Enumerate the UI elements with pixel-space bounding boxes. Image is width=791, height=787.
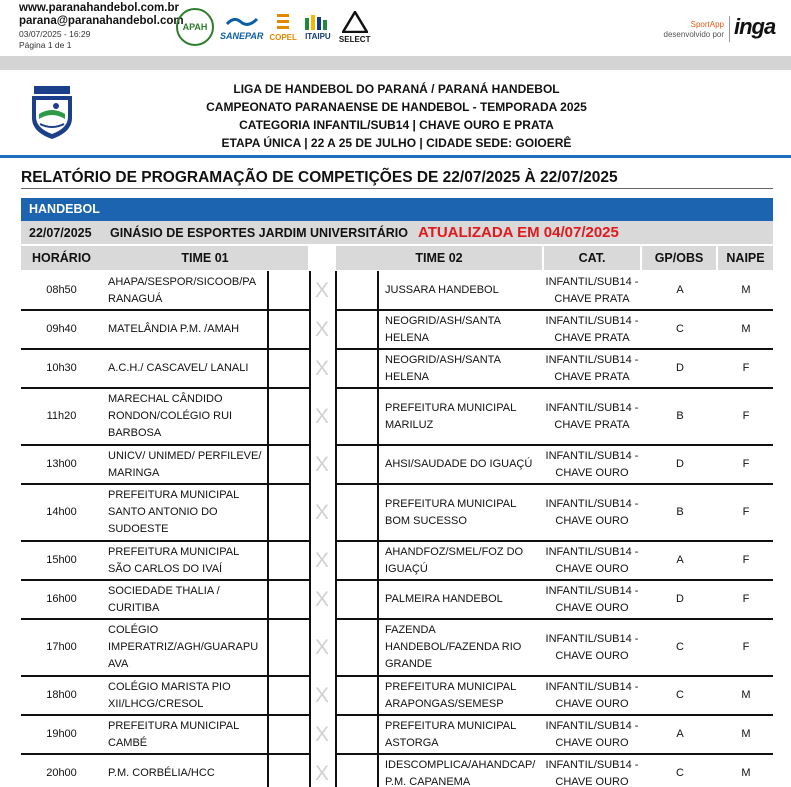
inga-logo: inga [734, 14, 776, 39]
stage-info: ETAPA ÚNICA | 22 A 25 DE JULHO | CIDADE SEDE: GOIOERÊ [221, 136, 572, 150]
sportapp-label: SportApp [690, 20, 724, 29]
cell-border [377, 349, 379, 388]
match-naipe: F [742, 410, 750, 422]
sponsor-logos [176, 8, 370, 46]
match-time: 14h00 [46, 506, 77, 518]
versus-mark: X [314, 588, 329, 611]
cell-border [335, 349, 337, 388]
match-category: INFANTIL/SUB14 - CHAVE OURO [545, 758, 639, 787]
copel-logo: COPEL [269, 13, 297, 42]
cell-border [377, 754, 379, 787]
match-time: 19h00 [46, 728, 77, 740]
match-category: INFANTIL/SUB14 - CHAVE OURO [545, 584, 639, 614]
match-time: 17h00 [46, 641, 77, 653]
match-group: A [676, 554, 684, 566]
team1-blank [268, 349, 310, 388]
cell-border [377, 715, 379, 754]
team2-blank [334, 619, 379, 676]
cell-border [309, 619, 311, 676]
championship-name: CAMPEONATO PARANAENSE DE HANDEBOL - TEMPORADA 2025 [206, 100, 587, 114]
print-datetime: 03/07/2025 - 16:29 [19, 29, 91, 39]
match-naipe: M [741, 728, 751, 740]
cell-border [335, 715, 337, 754]
match-group: C [676, 323, 684, 335]
cell-border [267, 388, 269, 445]
match-row [21, 541, 773, 580]
versus-mark: X [314, 684, 329, 707]
match-team1: COLÉGIO MARISTA PIO XII/LHCG/CRESOL [108, 680, 231, 710]
match-time: 16h00 [46, 593, 77, 605]
cell-border [267, 580, 269, 619]
venue-header [21, 221, 773, 244]
cell-border [335, 445, 337, 484]
match-naipe: F [742, 362, 750, 374]
col-header-cat: CAT. [544, 246, 640, 270]
match-row [21, 388, 773, 445]
venue-name: GINÁSIO DE ESPORTES JARDIM UNIVERSITÁRIO [110, 226, 408, 240]
team2-blank [334, 388, 379, 445]
match-team2: NEOGRID/ASH/SANTA HELENA [385, 314, 501, 344]
match-team2: PREFEITURA MUNICIPAL ASTORGA [385, 719, 516, 749]
team1-blank [268, 271, 310, 310]
match-row [21, 715, 773, 754]
cell-border [267, 619, 269, 676]
match-time: 10h30 [46, 362, 77, 374]
cell-border [309, 445, 311, 484]
match-group: C [676, 767, 684, 779]
versus-mark: X [314, 357, 329, 380]
team1-blank [268, 619, 310, 676]
sanepar-logo: SANEPAR [220, 14, 263, 41]
cell-border [335, 271, 337, 310]
cell-border [377, 388, 379, 445]
match-category: INFANTIL/SUB14 - CHAVE OURO [545, 719, 639, 749]
cell-border [335, 676, 337, 715]
versus-mark: X [314, 453, 329, 476]
team2-blank [334, 754, 379, 787]
match-time: 15h00 [46, 554, 77, 566]
team2-blank [334, 541, 379, 580]
league-title-block [0, 80, 791, 152]
team1-blank [268, 580, 310, 619]
match-naipe: F [742, 506, 750, 518]
match-team2: PALMEIRA HANDEBOL [385, 593, 503, 605]
match-naipe: F [742, 593, 750, 605]
copel-mark-icon [276, 13, 290, 31]
match-row [21, 271, 773, 310]
cell-border [335, 580, 337, 619]
team2-blank [334, 580, 379, 619]
match-row [21, 619, 773, 676]
match-category: INFANTIL/SUB14 - CHAVE OURO [545, 632, 639, 662]
match-time: 18h00 [46, 689, 77, 701]
page-header [0, 0, 791, 56]
apah-logo: APAH [176, 8, 214, 46]
match-row [21, 310, 773, 349]
section-divider [0, 155, 791, 158]
cell-border [335, 541, 337, 580]
cell-border [267, 754, 269, 787]
cell-border [335, 754, 337, 787]
sanepar-wave-icon [225, 14, 259, 30]
match-category: INFANTIL/SUB14 - CHAVE OURO [545, 497, 639, 527]
match-group: D [676, 362, 684, 374]
match-team2: PREFEITURA MUNICIPAL ARAPONGAS/SEMESP [385, 680, 516, 710]
team1-blank [268, 484, 310, 541]
team1-blank [268, 541, 310, 580]
cell-border [267, 349, 269, 388]
match-row [21, 349, 773, 388]
match-team1: PREFEITURA MUNICIPAL SANTO ANTONIO DO SUDOESTE [108, 489, 239, 535]
team1-blank [268, 445, 310, 484]
match-group: A [676, 728, 684, 740]
match-naipe: F [742, 458, 750, 470]
cell-border [335, 484, 337, 541]
match-team2: PREFEITURA MUNICIPAL BOM SUCESSO [385, 497, 516, 527]
match-naipe: M [741, 323, 751, 335]
site-url[interactable]: www.paranahandebol.com.br [19, 2, 179, 14]
team1-blank [268, 715, 310, 754]
cell-border [267, 676, 269, 715]
cell-border [377, 676, 379, 715]
cell-border [309, 580, 311, 619]
match-category: INFANTIL/SUB14 - CHAVE OURO [545, 545, 639, 575]
match-category: INFANTIL/SUB14 - CHAVE OURO [545, 680, 639, 710]
match-row [21, 754, 773, 787]
team1-blank [268, 754, 310, 787]
match-team2: JUSSARA HANDEBOL [385, 284, 499, 296]
team1-blank [268, 676, 310, 715]
cell-border [267, 484, 269, 541]
cell-border [377, 580, 379, 619]
header-band [0, 56, 791, 70]
cell-border [267, 541, 269, 580]
match-category: INFANTIL/SUB14 - CHAVE OURO [545, 449, 639, 479]
versus-mark: X [314, 279, 329, 302]
match-team1: UNICV/ UNIMED/ PERFILEVE/ MARINGA [108, 449, 262, 479]
report-title-underline [21, 188, 773, 189]
versus-mark: X [314, 318, 329, 341]
team2-blank [334, 271, 379, 310]
match-naipe: M [741, 689, 751, 701]
versus-mark: X [314, 405, 329, 428]
match-naipe: M [741, 767, 751, 779]
match-time: 20h00 [46, 767, 77, 779]
cell-border [377, 310, 379, 349]
cell-border [309, 271, 311, 310]
cell-border [309, 388, 311, 445]
cell-border [267, 310, 269, 349]
team2-blank [334, 310, 379, 349]
versus-mark: X [314, 501, 329, 524]
match-naipe: M [741, 284, 751, 296]
match-row [21, 676, 773, 715]
select-triangle-icon [342, 11, 368, 33]
match-team2: AHANDFOZ/SMEL/FOZ DO IGUAÇÚ [385, 545, 524, 575]
match-category: INFANTIL/SUB14 - CHAVE PRATA [545, 353, 639, 383]
match-team2: NEOGRID/ASH/SANTA HELENA [385, 353, 501, 383]
team2-blank [334, 676, 379, 715]
match-team2: IDESCOMPLICA/AHANDCAP/ P.M. CAPANEMA [385, 758, 536, 787]
versus-mark: X [314, 636, 329, 659]
match-team1: COLÉGIO IMPERATRIZ/AGH/GUARAPU AVA [108, 624, 259, 670]
versus-mark: X [314, 549, 329, 572]
col-header-team1: TIME 01 [102, 246, 308, 270]
match-time: 13h00 [46, 458, 77, 470]
cell-border [309, 676, 311, 715]
match-category: INFANTIL/SUB14 - CHAVE PRATA [545, 314, 639, 344]
team2-blank [334, 445, 379, 484]
report-title: RELATÓRIO DE PROGRAMAÇÃO DE COMPETIÇÕES DE 22/07/2025 À 22/07/2025 [21, 169, 618, 186]
cell-border [377, 541, 379, 580]
team2-blank [334, 349, 379, 388]
match-team1: AHAPA/SESPOR/SICOOB/PA RANAGUÁ [108, 275, 256, 305]
match-row [21, 445, 773, 484]
cell-border [267, 445, 269, 484]
select-logo: SELECT [339, 11, 371, 44]
match-group: A [676, 284, 684, 296]
match-team1: MATELÂNDIA P.M. /AMAH [108, 323, 240, 335]
cell-border [267, 271, 269, 310]
category-name: CATEGORIA INFANTIL/SUB14 | CHAVE OURO E PRATA [239, 118, 554, 132]
cell-border [309, 310, 311, 349]
match-team1: SOCIEDADE THALIA / CURITIBA [108, 584, 220, 614]
col-header-time: HORÁRIO [21, 246, 102, 270]
match-time: 08h50 [46, 284, 77, 296]
match-group: B [676, 410, 684, 422]
match-team1: P.M. CORBÉLIA/HCC [108, 767, 215, 779]
match-group: B [676, 506, 684, 518]
match-time: 09h40 [46, 323, 77, 335]
header-divider [729, 16, 730, 42]
match-group: C [676, 689, 684, 701]
cell-border [309, 349, 311, 388]
match-group: D [676, 593, 684, 605]
contact-email[interactable]: parana@paranahandebol.com [19, 15, 184, 27]
team1-blank [268, 388, 310, 445]
itaipu-logo: ITAIPU [303, 14, 333, 41]
match-time: 11h20 [46, 410, 77, 422]
cell-border [335, 388, 337, 445]
cell-border [377, 271, 379, 310]
itaipu-bars-icon [303, 14, 333, 30]
cell-border [309, 754, 311, 787]
page-number: Página 1 de 1 [19, 40, 72, 50]
match-team1: A.C.H./ CASCAVEL/ LANALI [108, 362, 249, 374]
col-header-naipe: NAIPE [718, 246, 773, 270]
versus-mark: X [314, 762, 329, 785]
match-category: INFANTIL/SUB14 - CHAVE PRATA [545, 401, 639, 431]
team2-blank [334, 484, 379, 541]
match-team2: AHSI/SAUDADE DO IGUAÇÚ [385, 458, 533, 470]
versus-mark: X [314, 723, 329, 746]
team2-blank [334, 715, 379, 754]
match-naipe: F [742, 641, 750, 653]
cell-border [377, 484, 379, 541]
developed-by-label: desenvolvido por [663, 30, 724, 39]
cell-border [335, 310, 337, 349]
match-team1: MARECHAL CÂNDIDO RONDON/COLÉGIO RUI BARBOSA [108, 393, 233, 439]
cell-border [309, 541, 311, 580]
team1-blank [268, 310, 310, 349]
match-group: C [676, 641, 684, 653]
sport-header: HANDEBOL [21, 198, 773, 221]
cell-border [309, 715, 311, 754]
cell-border [377, 619, 379, 676]
match-team2: PREFEITURA MUNICIPAL MARILUZ [385, 401, 516, 431]
col-header-team2: TIME 02 [336, 246, 542, 270]
match-team2: FAZENDA HANDEBOL/FAZENDA RIO GRANDE [385, 624, 522, 670]
match-naipe: F [742, 554, 750, 566]
cell-border [267, 715, 269, 754]
match-team1: PREFEITURA MUNICIPAL SÃO CARLOS DO IVAÍ [108, 545, 239, 575]
cell-border [377, 445, 379, 484]
match-group: D [676, 458, 684, 470]
venue-date: 22/07/2025 [29, 226, 92, 240]
match-row [21, 580, 773, 619]
col-header-gp: GP/OBS [642, 246, 716, 270]
match-team1: PREFEITURA MUNICIPAL CAMBÉ [108, 719, 239, 749]
cell-border [309, 484, 311, 541]
league-name: LIGA DE HANDEBOL DO PARANÁ / PARANÁ HANDEBOL [233, 82, 560, 96]
cell-border [335, 619, 337, 676]
match-category: INFANTIL/SUB14 - CHAVE PRATA [545, 275, 639, 305]
updated-notice: ATUALIZADA EM 04/07/2025 [417, 224, 619, 241]
match-row [21, 484, 773, 541]
